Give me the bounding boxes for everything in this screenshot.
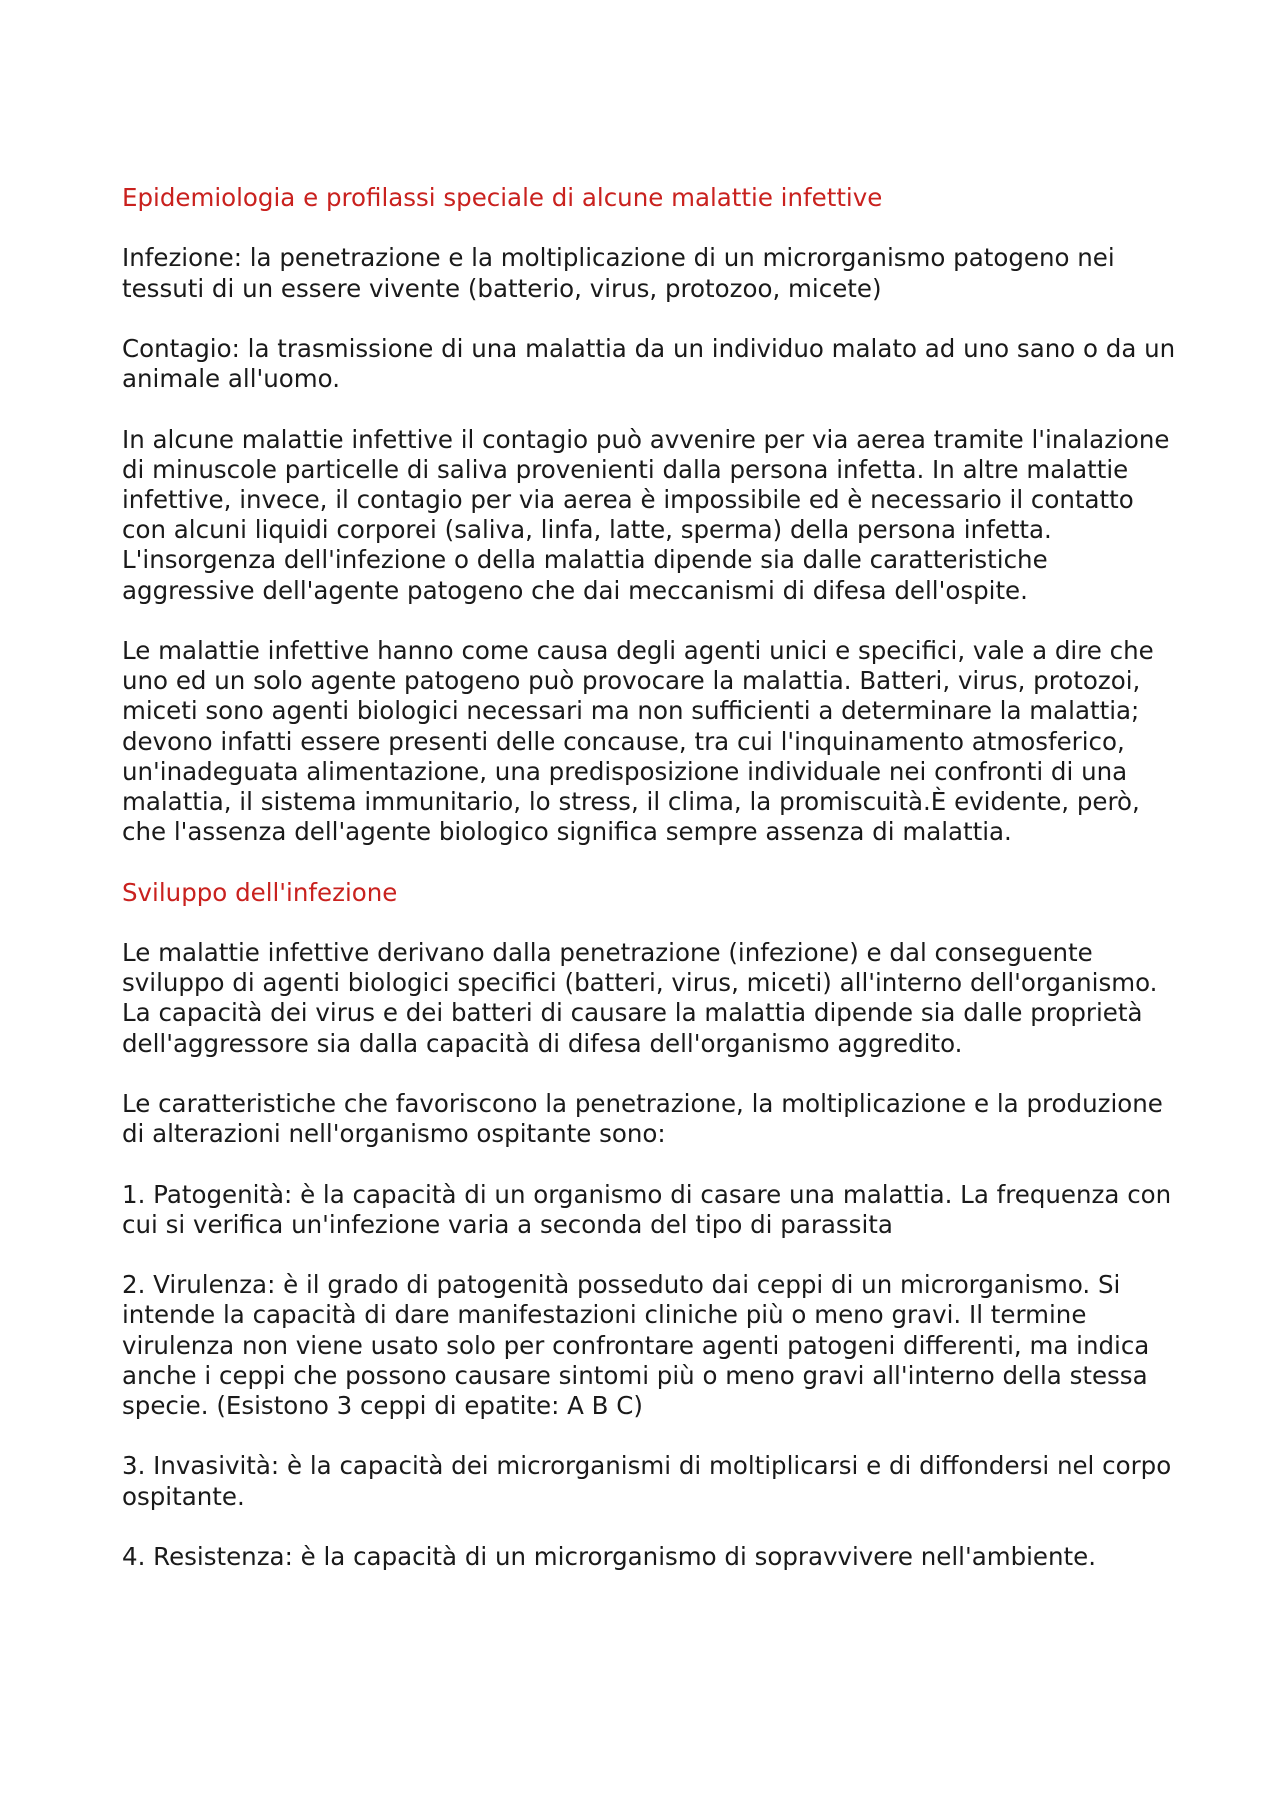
list-item-virulenza: 2. Virulenza: è il grado di patogenità posseduto dai ceppi di un microrganismo. Si intende la capacità di dare manifestazioni cliniche più o meno gravi. Il termine virulenza non viene usato solo per confrontare agenti patogeni differenti, ma indica anche i ceppi che possono causare sintomi più o meno gravi all'interno della stessa specie. (Esistono 3 ceppi di epatite: A B C) xyxy=(122,1270,1150,1420)
paragraph-trasmissione: In alcune malattie infettive il contagio può avvenire per via aerea tramite l'inalazione di minuscole particelle di saliva provenienti dalla persona infetta. In altre malattie infettive, invece, il contagio per via aerea è impossibile ed è necessario il contatto con alcuni liquidi corporei (saliva, linfa, latte, sperma) della persona infetta. L'insorgenza dell'infezione o della malattia dipende sia dalle caratteristiche aggressive dell'agente patogeno che dai meccanismi di difesa dell'ospite. xyxy=(122,424,1170,605)
list-item-invasivita: 3. Invasività: è la capacità dei microrganismi di moltiplicarsi e di diffondersi nel corpo ospitante. xyxy=(122,1451,1172,1511)
paragraph-infezione: Infezione: la penetrazione e la moltiplicazione di un microrganismo patogeno nei tessuti di un essere vivente (batterio, virus, protozoo, micete) xyxy=(122,243,1115,303)
list-item-resistenza: 4. Resistenza: è la capacità di un microrganismo di sopravvivere nell'ambiente. xyxy=(122,1541,1096,1571)
section-heading: Sviluppo dell'infezione xyxy=(122,877,398,907)
document-page xyxy=(122,183,1182,1572)
paragraph-contagio: Contagio: la trasmissione di una malattia da un individuo malato ad uno sano o da un animale all'uomo. xyxy=(122,333,1176,394)
document-title: Epidemiologia e profilassi speciale di alcune malattie infettive xyxy=(122,183,883,212)
list-item-patogenita: 1. Patogenità: è la capacità di un organismo di casare una malattia. La frequenza con cui si verifica un'infezione varia a seconda del tipo di parassita xyxy=(122,1179,1172,1239)
paragraph-cause: Le malattie infettive hanno come causa degli agenti unici e specifici, vale a dire che uno ed un solo agente patogeno può provocare la malattia. Batteri, virus, protozoi, miceti sono agenti biologici necessari ma non sufficienti a determinare la malattia; devono infatti essere presenti delle concause, tra cui l'inquinamento atmosferico, un'inadeguata alimentazione, una predisposizione individuale nei confronti di una malattia, il sistema immunitario, lo stress, il clima, la promiscuità.È evidente, però, che l'assenza dell'agente biologico significa sempre assenza di malattia. xyxy=(122,635,1154,847)
paragraph-sviluppo: Le malattie infettive derivano dalla penetrazione (infezione) e dal conseguente sviluppo di agenti biologici specifici (batteri, virus, miceti) all'interno dell'organismo. La capacità dei virus e dei batteri di causare la malattia dipende sia dalle proprietà dell'aggressore sia dalla capacità di difesa dell'organismo aggredito. xyxy=(122,937,1158,1058)
paragraph-caratteristiche: Le caratteristiche che favoriscono la penetrazione, la moltiplicazione e la produzione di alterazioni nell'organismo ospitante sono: xyxy=(122,1088,1163,1149)
